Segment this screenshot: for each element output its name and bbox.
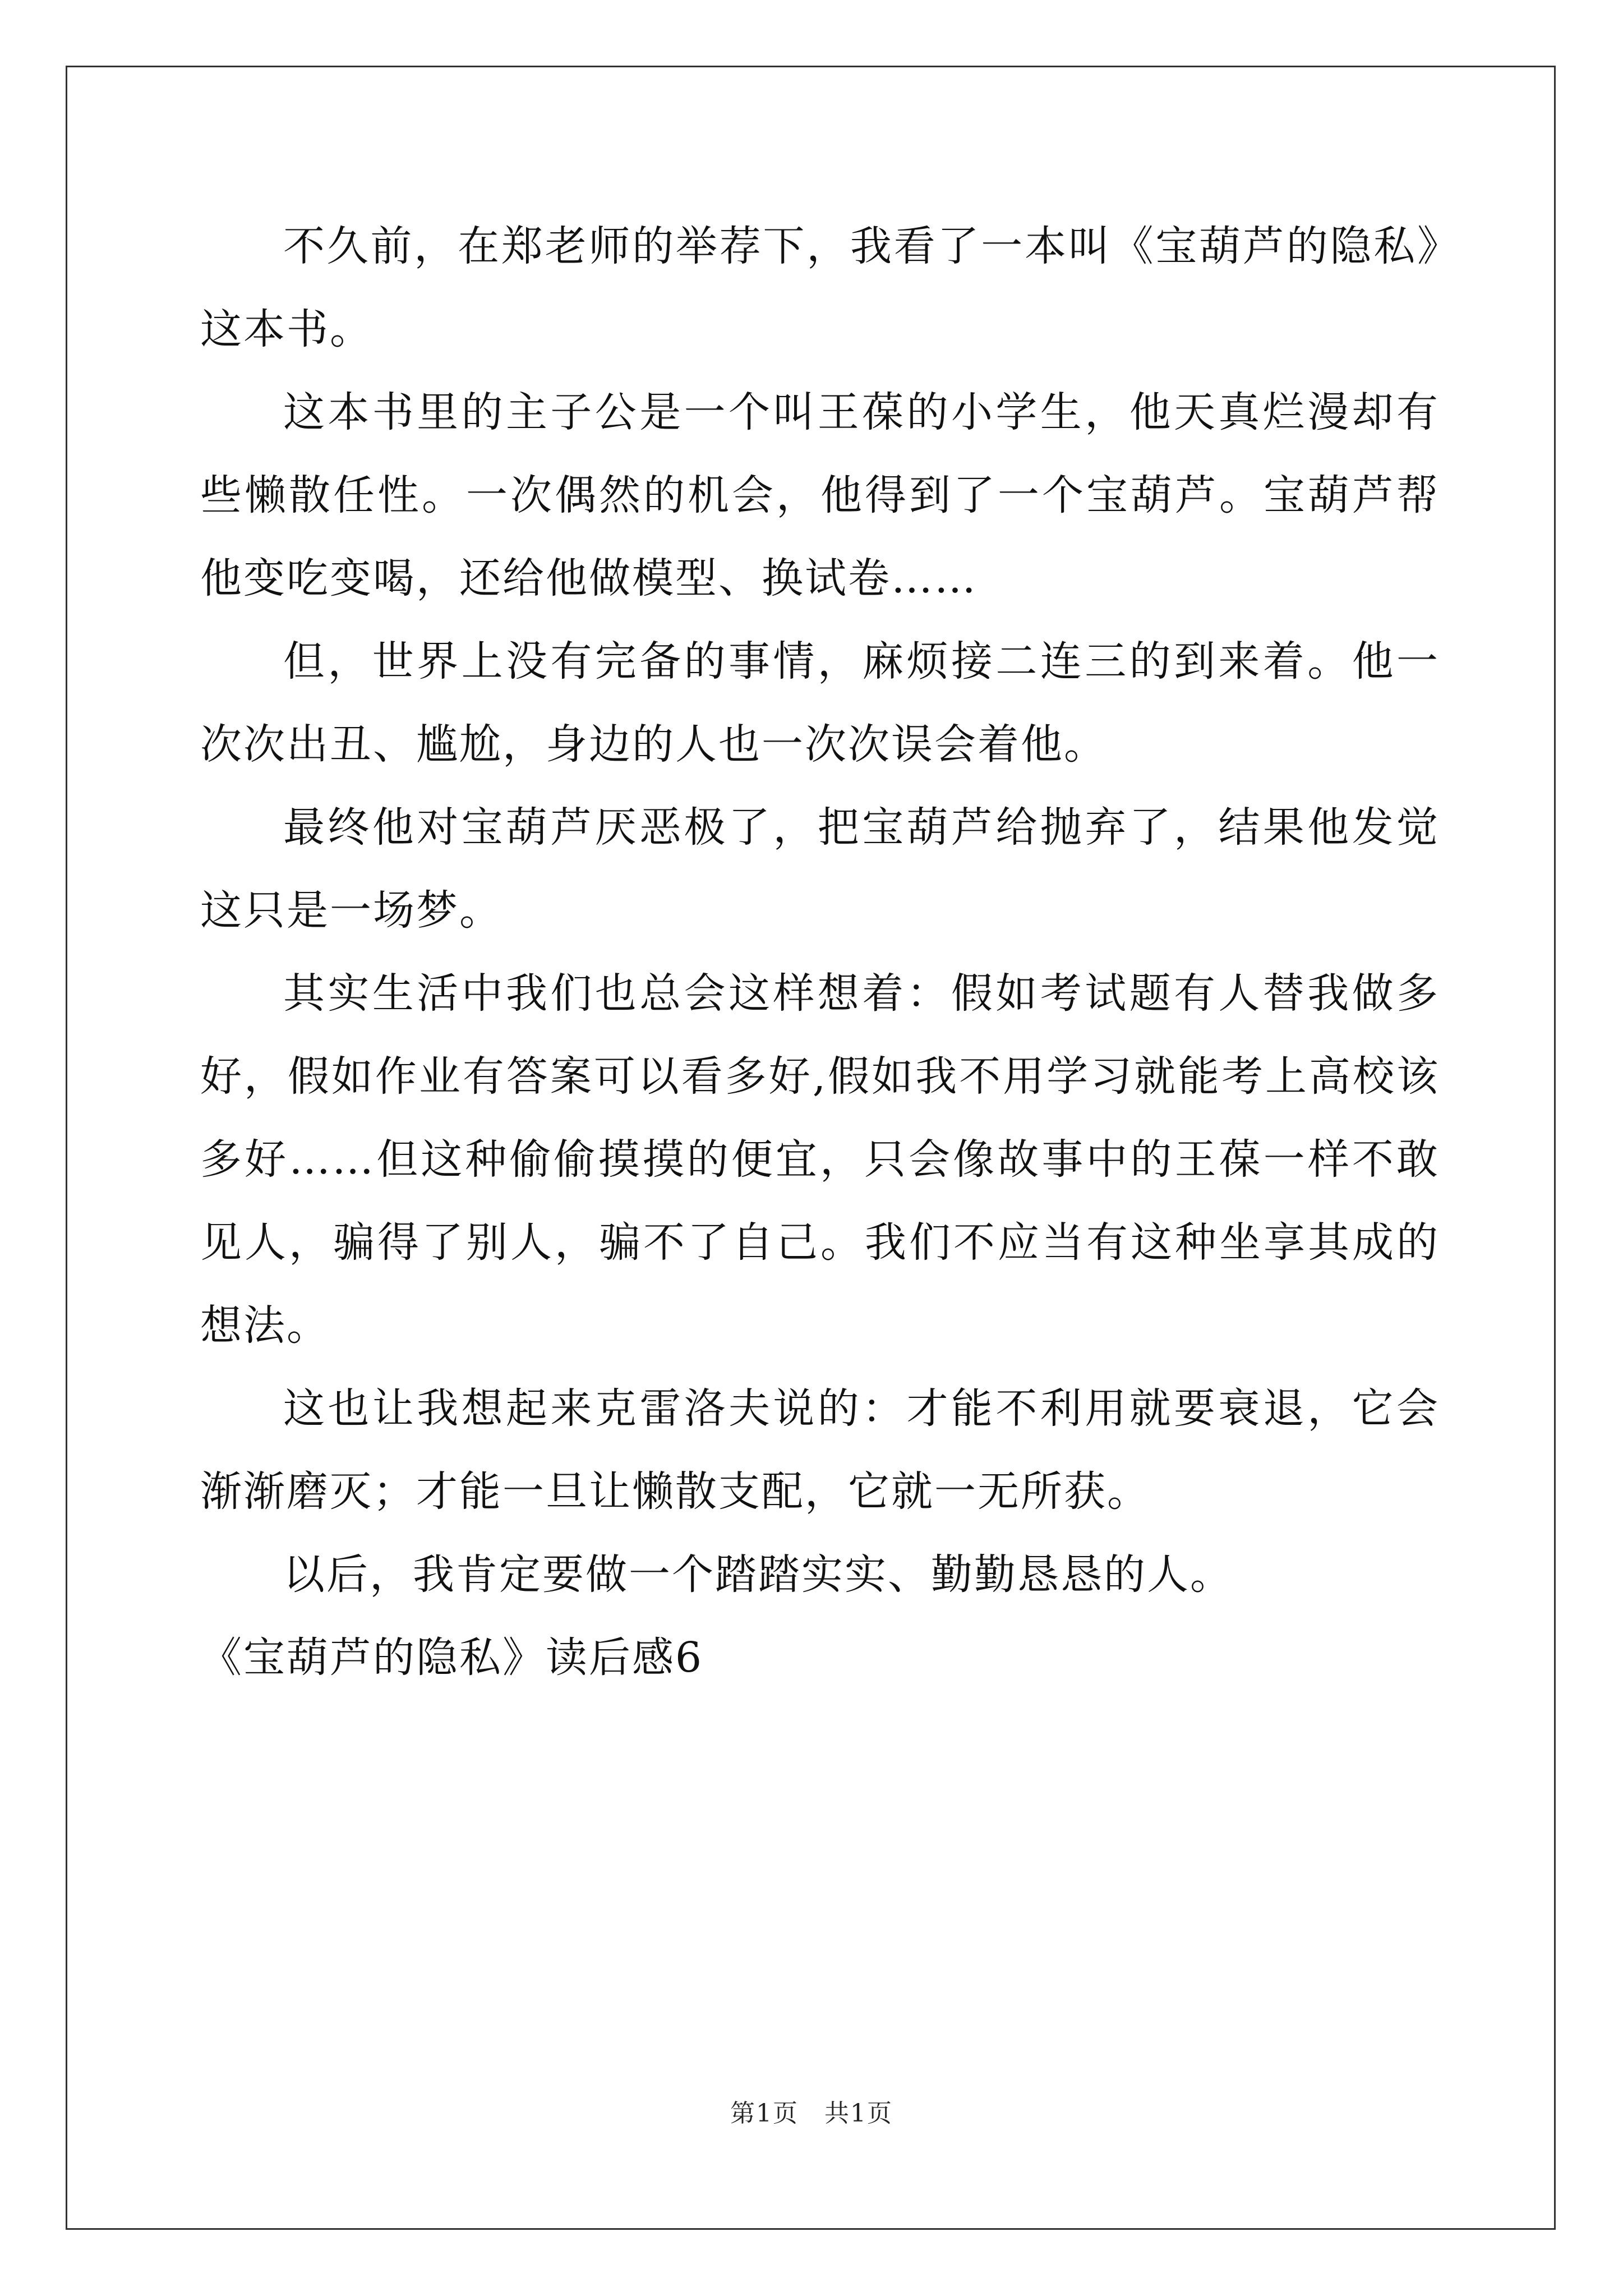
page-footer: [0, 2097, 1623, 2131]
section-title: 《宝葫芦的隐私》读后感6: [200, 1634, 704, 1682]
page-number: 第1页: [730, 2099, 799, 2128]
paragraph: 最终他对宝葫芦厌恶极了，把宝葫芦给抛弃了，结果他发觉这只是一场梦。: [200, 803, 1440, 935]
paragraph: 这本书里的主子公是一个叫王葆的小学生，他天真烂漫却有些懒散任性。一次偶然的机会，他得到了一个宝葫芦。宝葫芦帮他变吃变喝，还给他做模型、换试卷……: [200, 388, 1440, 602]
paragraph: 其实生活中我们也总会这样想着：假如考试题有人替我做多好，假如作业有答案可以看多好,假如我不用学习就能考上高校该多好……但这种偷偷摸摸的便宜，只会像故事中的王葆一样不敢见人，骗得了别人，骗不了自己。我们不应当有这种坐享其成的想法。: [200, 969, 1440, 1350]
paragraph: 但，世界上没有完备的事情，麻烦接二连三的到来着。他一次次出丑、尴尬，身边的人也一次次误会着他。: [200, 637, 1440, 769]
paragraph: 以后，我肯定要做一个踏踏实实、勤勤恳恳的人。: [283, 1550, 1233, 1599]
document-body: [200, 205, 1440, 1699]
page-total: 共1页: [824, 2099, 893, 2128]
paragraph: 这也让我想起来克雷洛夫说的：才能不利用就要衰退，它会渐渐磨灭；才能一旦让懒散支配，它就一无所获。: [200, 1384, 1440, 1516]
paragraph: 不久前，在郑老师的举荐下，我看了一本叫《宝葫芦的隐私》这本书。: [200, 222, 1440, 353]
